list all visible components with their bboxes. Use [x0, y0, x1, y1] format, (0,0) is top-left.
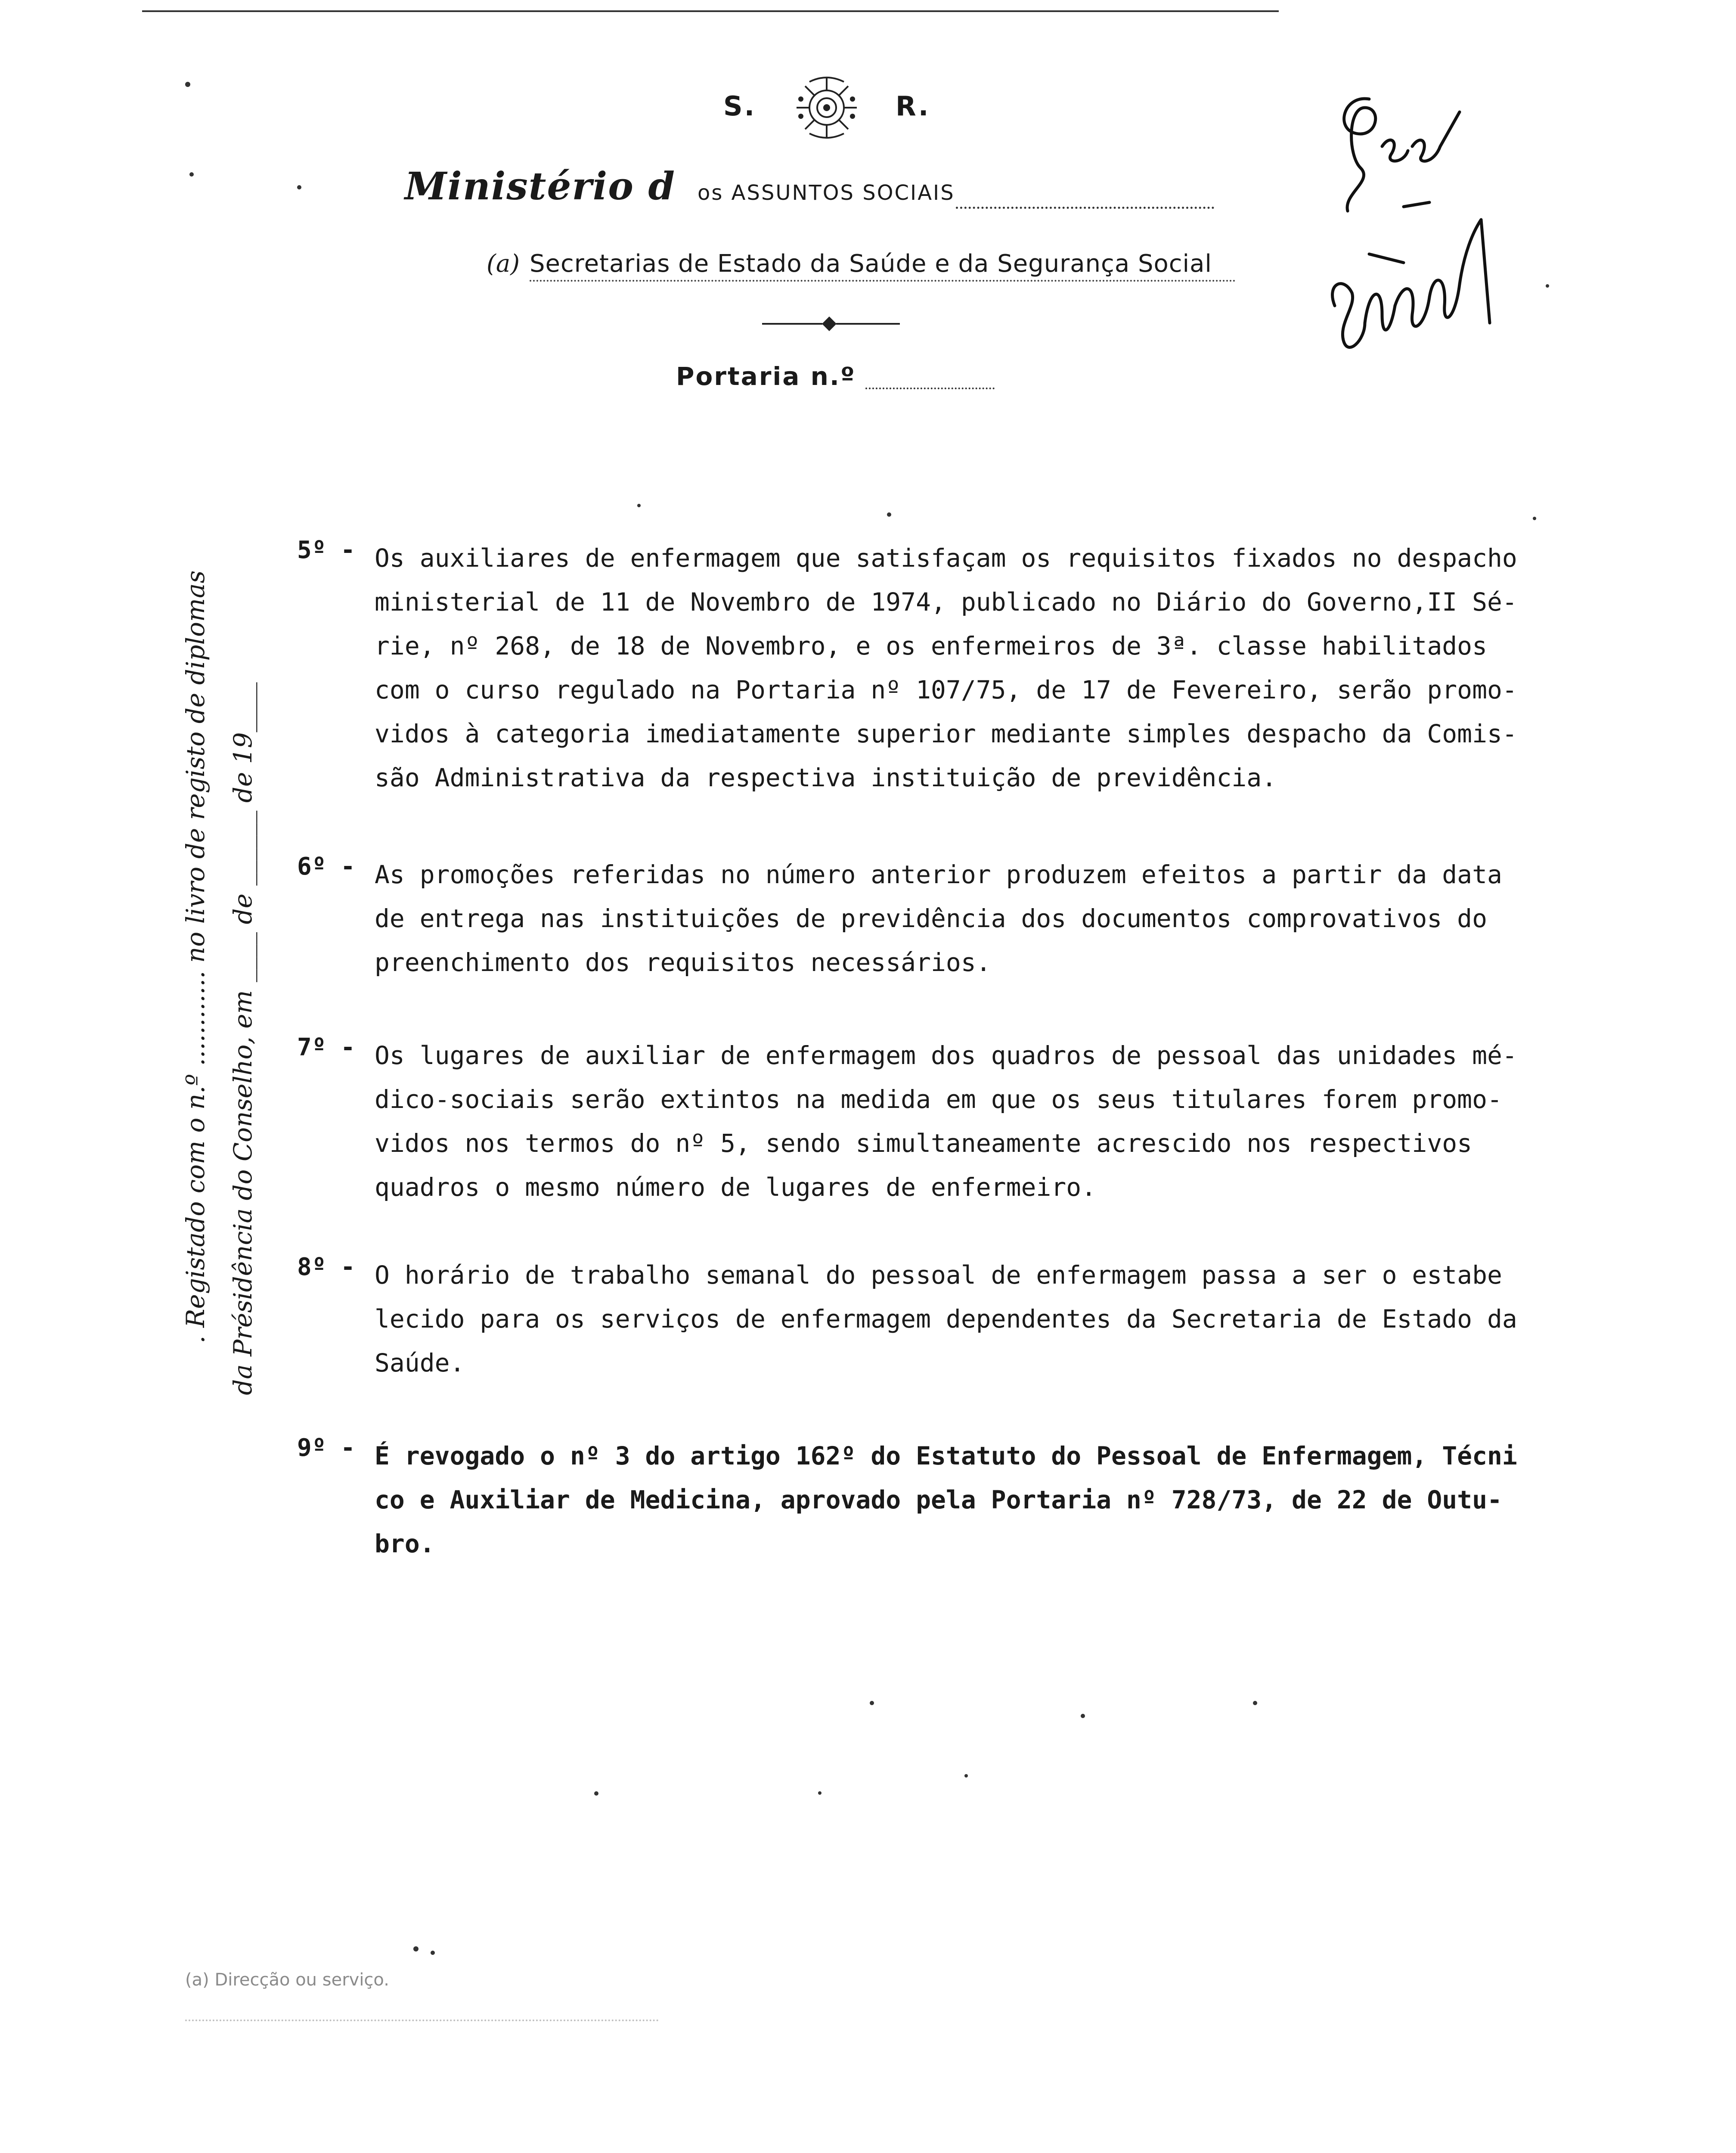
paragraph-line: bro. [375, 1529, 435, 1558]
scan-speck [413, 1946, 418, 1951]
header-ornament [762, 319, 900, 329]
scan-speck [594, 1791, 598, 1796]
paragraph-text [375, 1253, 1589, 1385]
margin-note-line-1: . Registado com o n.º ............ no livro de registo de diplomas [181, 570, 210, 1343]
paragraph-line: co e Auxiliar de Medicina, aprovado pela Portaria nº 728/73, de 22 de Outu- [375, 1485, 1502, 1514]
paragraph-line: dico-sociais serão extintos na medida em que os seus titulares forem promo- [375, 1085, 1502, 1114]
footnote: (a) Direcção ou serviço. [185, 1970, 389, 1990]
paragraph-line: quadros o mesmo número de lugares de enfermeiro. [375, 1173, 1097, 1202]
secretarias-text: Secretarias de Estado da Saúde e da Segurança Social [530, 250, 1212, 278]
margin-registration-note [172, 560, 284, 1412]
paragraph-line: Os lugares de auxiliar de enfermagem dos quadros de pessoal das unidades mé- [375, 1041, 1517, 1070]
paragraph-text [375, 536, 1589, 800]
ministerio-fill: os ASSUNTOS SOCIAIS [698, 181, 955, 205]
paragraph-number: 9º - [297, 1434, 355, 1462]
scan-speck [189, 172, 194, 177]
sr-heading [723, 73, 947, 142]
paragraph-line: preenchimento dos requisitos necessários. [375, 948, 991, 977]
portaria-dotted-line [865, 388, 995, 389]
ministerio-line [405, 164, 1240, 215]
scan-speck [818, 1791, 822, 1795]
scan-speck [964, 1774, 968, 1778]
scan-speck [297, 185, 301, 189]
scan-speck [1546, 284, 1549, 288]
paragraph-number: 5º - [297, 536, 355, 564]
paragraph-text [375, 1033, 1589, 1209]
scan-speck [1253, 1701, 1257, 1705]
scan-speck [637, 504, 641, 507]
portaria-label: Portaria n.º [676, 362, 856, 391]
paragraph-line: são Administrativa da respectiva instituição de previdência. [375, 763, 1277, 792]
paragraph-number: 6º - [297, 853, 355, 881]
ornament-line-left [762, 323, 822, 325]
margin-note-line-2: da Présidência do Conselho, em ____ de ______ de 19____ [228, 682, 257, 1395]
paragraph-line: com o curso regulado na Portaria nº 107/75, de 17 de Fevereiro, serão promo- [375, 675, 1517, 704]
ornament-diamond-icon [822, 316, 837, 331]
footnote-dotted-line [185, 2020, 659, 2021]
paragraph-text [375, 1434, 1589, 1566]
scan-speck [1081, 1714, 1085, 1718]
portaria-line [676, 362, 1003, 400]
paragraph-line: Os auxiliares de enfermagem que satisfaçam os requisitos fixados no despacho [375, 543, 1517, 573]
scan-speck [185, 82, 190, 87]
scan-speck [1533, 517, 1536, 520]
scan-speck [870, 1701, 874, 1705]
secretarias-line [487, 250, 1330, 289]
paragraph-line: ministerial de 11 de Novembro de 1974, publicado no Diário do Governo,II Sé- [375, 587, 1517, 617]
paragraph-text [375, 853, 1589, 984]
secretarias-prefix: (a) [487, 250, 520, 278]
ministerio-label: Ministério d [405, 164, 676, 208]
secretarias-dotted-line [530, 280, 1236, 282]
ministerio-dotted-line [956, 207, 1214, 209]
paragraph-line: O horário de trabalho semanal do pessoal de enfermagem passa a ser o estabe [375, 1260, 1502, 1290]
ornament-line-right [836, 323, 900, 325]
coat-of-arms-emblem-icon [784, 73, 870, 142]
paragraph-line: vidos à categoria imediatamente superior mediante simples despacho da Comis- [375, 719, 1517, 748]
paragraph-line: Saúde. [375, 1348, 465, 1377]
handwritten-signature [1318, 82, 1498, 375]
paragraph-line: de entrega nas instituições de previdência dos documentos comprovativos do [375, 904, 1488, 933]
paragraph-line: É revogado o nº 3 do artigo 162º do Estatuto do Pessoal de Enfermagem, Técni [375, 1441, 1517, 1470]
paragraph-number: 8º - [297, 1253, 355, 1281]
paragraph-number: 7º - [297, 1033, 355, 1061]
paragraph-line: lecido para os serviços de enfermagem dependentes da Secretaria de Estado da [375, 1304, 1517, 1334]
sr-left: S. [723, 90, 756, 122]
sr-right: R. [896, 90, 930, 122]
paragraph-line: vidos nos termos do nº 5, sendo simultaneamente acrescido nos respectivos [375, 1129, 1472, 1158]
scan-speck [431, 1951, 435, 1955]
paragraph-line: rie, nº 268, de 18 de Novembro, e os enfermeiros de 3ª. classe habilitados [375, 631, 1488, 661]
document-body [297, 536, 1589, 1656]
scan-speck [887, 512, 891, 517]
paragraph-line: As promoções referidas no número anterior produzem efeitos a partir da data [375, 860, 1502, 889]
